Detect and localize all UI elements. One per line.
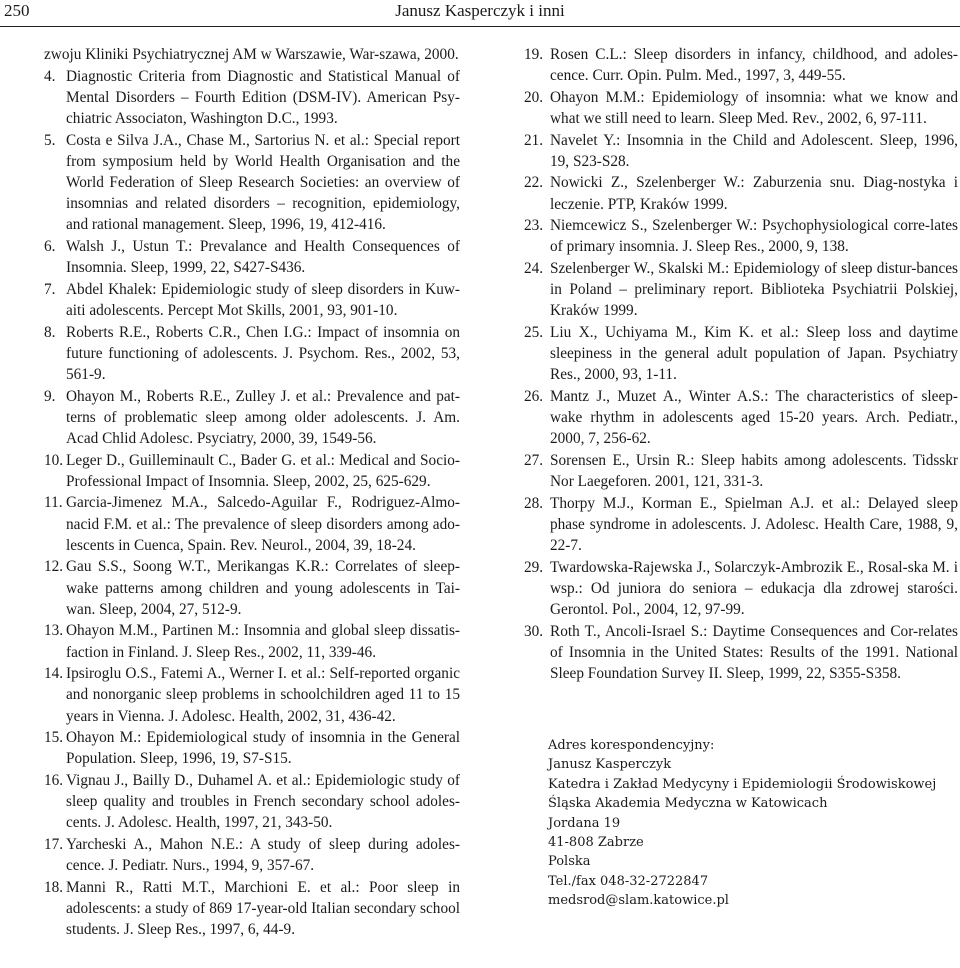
reference-text: Abdel Khalek: Epidemiologic study of sleep disorders in Kuw-aiti adolescents. Percept Mot Skills, 2001, 93, 901-10. <box>66 280 460 319</box>
reference-text: Nowicki Z., Szelenberger W.: Zaburzenia snu. Diag-nostyka i leczenie. PTP, Kraków 1999. <box>550 174 958 213</box>
reference-text: Thorpy M.J., Korman E., Spielman A.J. et al.: Delayed sleep phase syndrome in adolescents. J. Adolesc. Health Care, 1988, 9, 22-7. <box>550 494 958 555</box>
reference-number: 7. <box>44 280 56 298</box>
reference-item <box>524 44 958 86</box>
reference-text: Walsh J., Ustun T.: Prevalance and Health Consequences of Insomnia. Sleep, 1999, 22, S427-S436. <box>66 238 460 277</box>
reference-item <box>44 66 460 130</box>
reference-number: 13. <box>44 622 64 640</box>
reference-number: 4. <box>44 67 56 85</box>
reference-number: 28. <box>524 494 544 512</box>
reference-number: 30. <box>524 622 544 640</box>
reference-number: 16. <box>44 771 64 789</box>
reference-item <box>524 87 958 129</box>
reference-text: Navelet Y.: Insomnia in the Child and Adolescent. Sleep, 1996, 19, S23-S28. <box>550 131 958 170</box>
left-reference-list <box>44 66 460 941</box>
reference-item <box>524 557 958 621</box>
correspondence-country: Polska <box>548 854 591 870</box>
reference-item <box>524 258 958 322</box>
reference-number: 15. <box>44 729 64 747</box>
reference-item <box>524 493 958 557</box>
reference-item <box>524 450 958 492</box>
reference-text: Manni R., Ratti M.T., Marchioni E. et al.: Poor sleep in adolescents: a study of 869 17-year-old Italian secondary school students. J. Sleep Res., 1997, 6, 44-9. <box>66 878 460 939</box>
reference-item <box>524 322 958 386</box>
correspondence-postal: 41-808 Zabrze <box>548 835 644 851</box>
reference-item <box>44 556 460 620</box>
reference-item <box>524 621 958 685</box>
left-column <box>44 44 460 941</box>
reference-item <box>44 770 460 834</box>
reference-text: Szelenberger W., Skalski M.: Epidemiology of sleep distur-bances in Poland – preliminary report. Biblioteka Psychiatrii Polskiej, Kraków 1999. <box>550 259 958 320</box>
reference-text: Rosen C.L.: Sleep disorders in infancy, childhood, and adoles-cence. Curr. Opin. Pulm. Med., 1997, 3, 449-55. <box>550 46 958 85</box>
reference-item <box>524 386 958 450</box>
reference-item <box>44 386 460 450</box>
reference-number: 29. <box>524 558 544 576</box>
reference-number: 24. <box>524 259 544 277</box>
reference-item <box>44 236 460 278</box>
reference-number: 17. <box>44 835 64 853</box>
correspondence-street: Jordana 19 <box>548 815 621 831</box>
correspondence-email: medsrod@slam.katowice.pl <box>548 893 729 909</box>
reference-item <box>44 877 460 941</box>
reference-text: Garcia-Jimenez M.A., Salcedo-Aguilar F., Rodriguez-Almo-nacid F.M. et al.: The prevalence of sleep disorders among ado-lescents in Cuenca, Spain. Rev. Neurol., 2004, 39, 18-24. <box>66 494 460 554</box>
right-column <box>524 44 958 685</box>
page-header <box>0 0 960 27</box>
reference-number: 18. <box>44 878 64 896</box>
reference-text: Costa e Silva J.A., Chase M., Sartorius N. et al.: Special report from symposium held by World Health Organisation and the World Federation of Sleep Research Societies: an overview of insomnias and related disorders – recognition, epidemiology, and rational management. Sleep, 1996, 19, 412-416. <box>66 131 460 234</box>
reference-number: 6. <box>44 238 56 255</box>
reference-number: 9. <box>44 387 56 405</box>
reference-number: 27. <box>524 451 544 469</box>
reference-text: Liu X., Uchiyama M., Kim K. et al.: Sleep loss and daytime sleepiness in the general adult population of Japan. Psychiatry Res., 2000, 93, 1-11. <box>550 323 958 384</box>
reference-text: Roth T., Ancoli-Israel S.: Daytime Consequences and Cor-relates of Insomnia in the United States: Results of the 1991. National Sleep Foundation Survey II. Sleep, 1999, 22, S355-S358. <box>550 622 958 683</box>
reference-item <box>44 450 460 492</box>
reference-text: Leger D., Guilleminault C., Bader G. et al.: Medical and Socio-Professional Impact of Insomnia. Sleep, 2002, 25, 625-629. <box>66 451 460 490</box>
reference-text: Ohayon M.: Epidemiological study of insomnia in the General Population. Sleep, 1996, 19, S7-S15. <box>66 729 460 768</box>
reference-item <box>44 727 460 769</box>
reference-number: 19. <box>524 46 544 63</box>
right-reference-list <box>524 44 958 684</box>
correspondence-name: Janusz Kasperczyk <box>548 757 672 773</box>
reference-number: 5. <box>44 131 56 149</box>
reference-text: Ohayon M.M.: Epidemiology of insomnia: what we know and what we still need to learn. Sleep Med. Rev., 2002, 6, 97-111. <box>550 88 958 127</box>
reference-number: 8. <box>44 323 56 341</box>
correspondence-department: Katedra i Zakład Medycyny i Epidemiologii Środowiskowej <box>548 776 937 792</box>
reference-number: 12. <box>44 558 64 576</box>
reference-continuation: zwoju Kliniki Psychiatrycznej AM w Warszawie, War-szawa, 2000. <box>44 46 459 63</box>
page-number: 250 <box>4 1 30 20</box>
reference-item <box>44 322 460 386</box>
correspondence-address <box>548 736 958 911</box>
reference-item <box>524 172 958 214</box>
reference-item <box>44 279 460 321</box>
reference-number: 14. <box>44 665 64 683</box>
reference-text: Diagnostic Criteria from Diagnostic and Statistical Manual of Mental Disorders – Fourth Edition (DSM-IV). American Psy-chiatric Associaton, Washington D.C., 1993. <box>66 67 460 127</box>
reference-item <box>44 834 460 876</box>
reference-number: 21. <box>524 131 544 149</box>
correspondence-heading: Adres korespondencyjny: <box>548 738 715 753</box>
reference-item <box>44 130 460 236</box>
reference-text: Ohayon M., Roberts R.E., Zulley J. et al.: Prevalence and pat-terns of problematic sleep among older adolescents. J. Am. Acad Chlid Adolesc. Psyciatry, 2000, 39, 1549-56. <box>66 387 460 447</box>
reference-item <box>524 130 958 172</box>
reference-item <box>44 620 460 662</box>
reference-text: Vignau J., Bailly D., Duhamel A. et al.: Epidemiologic study of sleep quality and troubles in French secondary school adoles-cents. J. Adolesc. Health, 1997, 21, 343-50. <box>66 771 460 832</box>
reference-number: 20. <box>524 88 544 106</box>
reference-text: Ohayon M.M., Partinen M.: Insomnia and global sleep dissatis-faction in Finland. J. Sleep Res., 2002, 11, 339-46. <box>66 622 460 661</box>
reference-number: 11. <box>44 494 63 512</box>
reference-item <box>524 215 958 257</box>
reference-number: 22. <box>524 174 544 192</box>
running-head: Janusz Kasperczyk i inni <box>395 1 565 20</box>
reference-text: Twardowska-Rajewska J., Solarczyk-Ambrozik E., Rosal-ska M. i wsp.: Od juniora do seniora – edukacja dla zdrowej starości. Gerontol. Pol., 2004, 12, 97-99. <box>550 558 958 619</box>
reference-text: Ipsiroglu O.S., Fatemi A., Werner I. et al.: Self-reported organic and nonorganic sleep problems in schoolchildren aged 11 to 15 years in Vienna. J. Adolesc. Health, 2002, 31, 436-42. <box>66 665 460 725</box>
reference-item <box>44 663 460 727</box>
reference-number: 26. <box>524 387 544 405</box>
reference-text: Gau S.S., Soong W.T., Merikangas K.R.: Correlates of sleep-wake patterns among children and young adolescents in Tai-wan. Sleep, 2004, 27, 512-9. <box>66 558 460 618</box>
correspondence-university: Śląska Akademia Medyczna w Katowicach <box>548 796 828 812</box>
correspondence-phone: Tel./fax 048-32-2722847 <box>548 873 709 889</box>
reference-item <box>44 492 460 556</box>
reference-text: Roberts R.E., Roberts C.R., Chen I.G.: Impact of insomnia on future functioning of adolescents. J. Psychom. Res., 2002, 53, 561-9. <box>66 323 460 383</box>
reference-text: Sorensen E., Ursin R.: Sleep habits among adolescents. Tidsskr Nor Laegeforen. 2001, 121, 331-3. <box>550 451 958 491</box>
reference-number: 23. <box>524 217 544 235</box>
reference-text: Niemcewicz S., Szelenberger W.: Psychophysiological corre-lates of primary insomnia. J. Sleep Res., 2000, 9, 138. <box>550 217 958 256</box>
reference-number: 25. <box>524 323 544 341</box>
reference-number: 10. <box>44 451 64 469</box>
reference-text: Yarcheski A., Mahon N.E.: A study of sleep during adoles-cence. J. Pediatr. Nurs., 1994, 9, 357-67. <box>66 835 460 875</box>
reference-text: Mantz J., Muzet A., Winter A.S.: The characteristics of sleep-wake rhythm in adolescents aged 15-20 years. Arch. Pediatr., 2000, 7, 256-62. <box>550 387 958 448</box>
